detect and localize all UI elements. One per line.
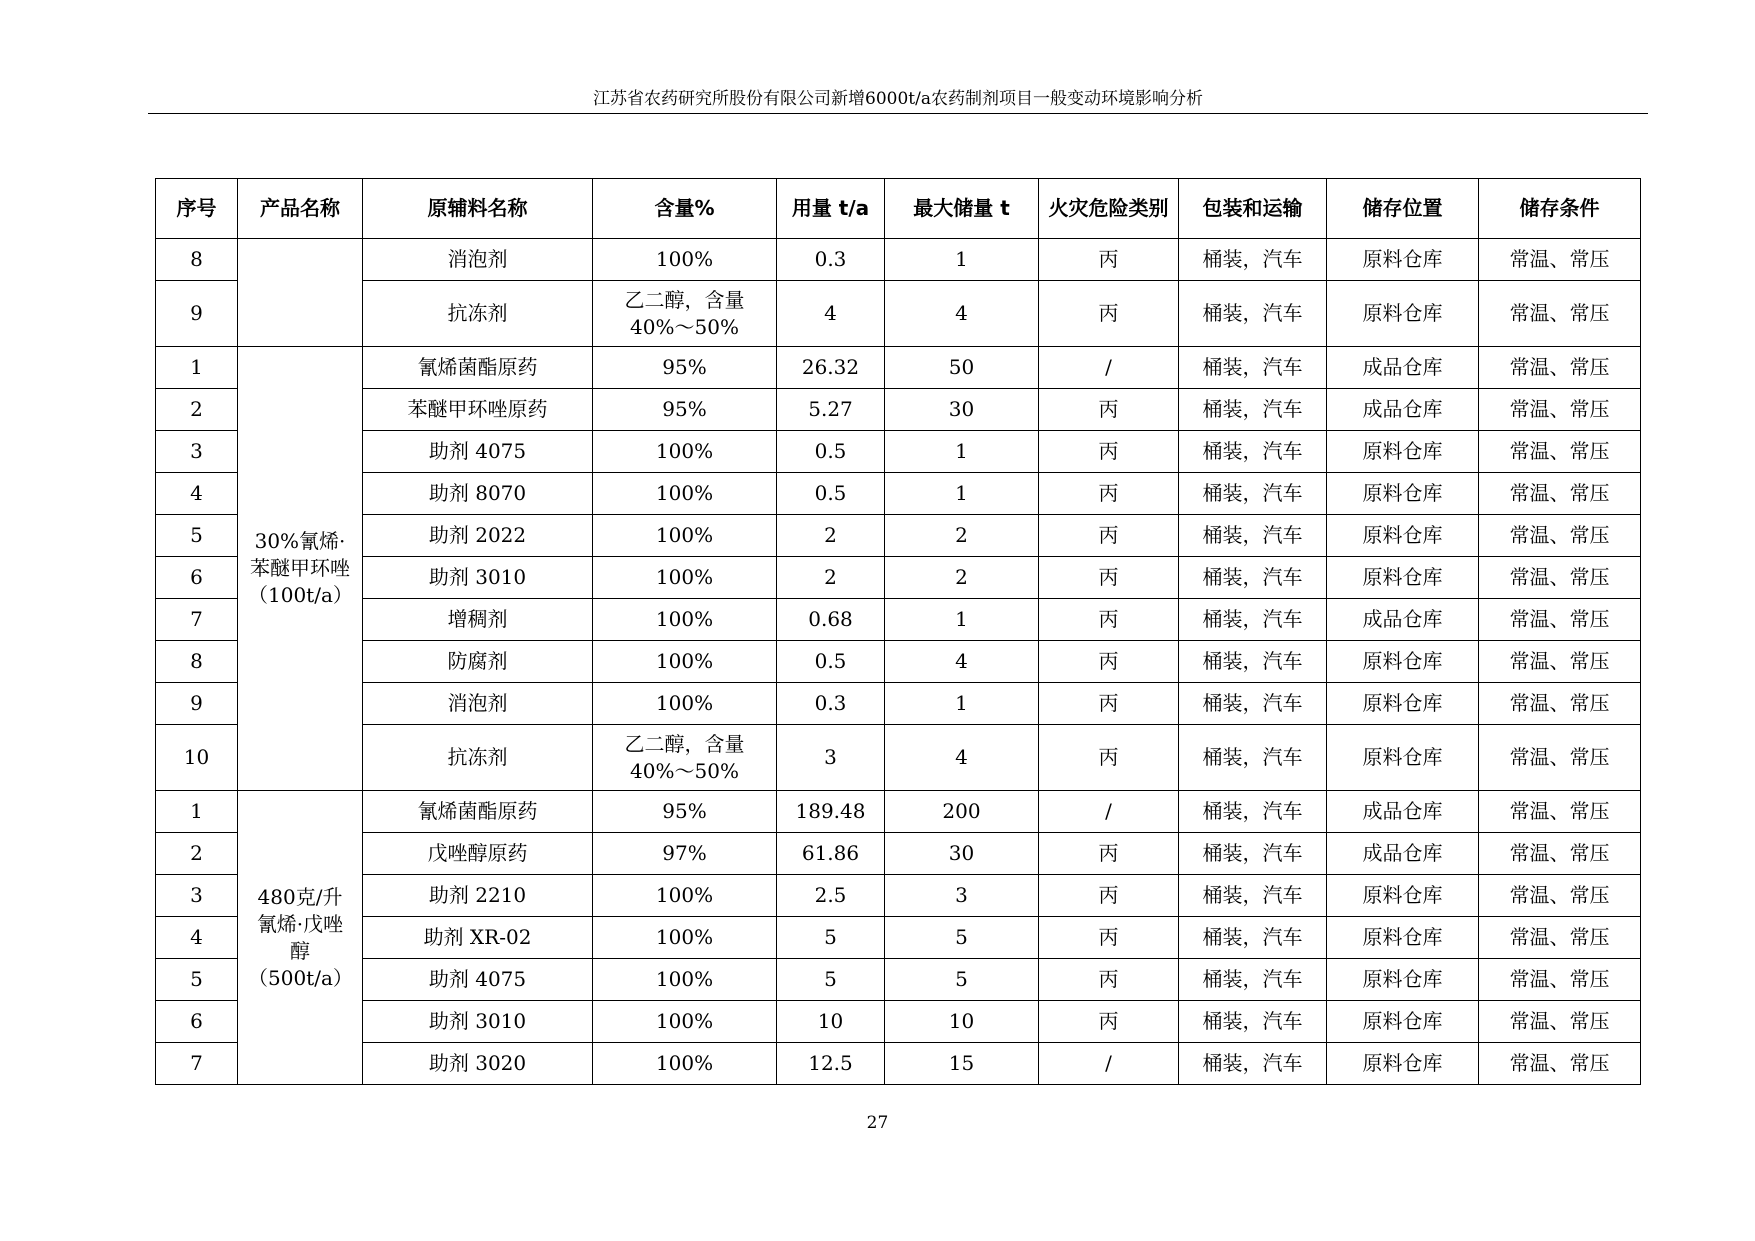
packaging-cell: 桶装，汽车 — [1179, 833, 1327, 875]
storage-condition-cell: 常温、常压 — [1479, 599, 1641, 641]
material-name-cell: 助剂 4075 — [363, 959, 593, 1001]
storage-location-cell: 原料仓库 — [1327, 641, 1479, 683]
max-storage-cell: 1 — [885, 599, 1039, 641]
content-percent-cell: 100% — [593, 875, 777, 917]
fire-class-cell: 丙 — [1039, 833, 1179, 875]
storage-condition-cell: 常温、常压 — [1479, 791, 1641, 833]
material-name-cell: 苯醚甲环唑原药 — [363, 389, 593, 431]
storage-condition-cell: 常温、常压 — [1479, 1043, 1641, 1085]
table-row — [156, 347, 1641, 389]
row-number-cell: 7 — [156, 599, 238, 641]
col-header-max-storage: 最大储量 t — [885, 179, 1039, 239]
storage-location-cell: 原料仓库 — [1327, 281, 1479, 347]
storage-location-cell: 原料仓库 — [1327, 431, 1479, 473]
table-header-row — [156, 179, 1641, 239]
max-storage-cell: 15 — [885, 1043, 1039, 1085]
storage-condition-cell: 常温、常压 — [1479, 473, 1641, 515]
storage-condition-cell: 常温、常压 — [1479, 431, 1641, 473]
usage-amount-cell: 26.32 — [777, 347, 885, 389]
usage-amount-cell: 5.27 — [777, 389, 885, 431]
material-name-cell: 氰烯菌酯原药 — [363, 347, 593, 389]
fire-class-cell: 丙 — [1039, 683, 1179, 725]
storage-condition-cell: 常温、常压 — [1479, 515, 1641, 557]
packaging-cell: 桶装，汽车 — [1179, 431, 1327, 473]
max-storage-cell: 5 — [885, 917, 1039, 959]
storage-condition-cell: 常温、常压 — [1479, 875, 1641, 917]
table-row — [156, 1043, 1641, 1085]
material-name-cell: 消泡剂 — [363, 239, 593, 281]
row-number-cell: 6 — [156, 1001, 238, 1043]
table-row — [156, 515, 1641, 557]
storage-location-cell: 原料仓库 — [1327, 239, 1479, 281]
row-number-cell: 3 — [156, 875, 238, 917]
content-percent-cell: 97% — [593, 833, 777, 875]
col-header-product: 产品名称 — [238, 179, 363, 239]
fire-class-cell: 丙 — [1039, 1001, 1179, 1043]
content-percent-cell: 乙二醇，含量40%～50% — [593, 281, 777, 347]
material-name-cell: 助剂 3010 — [363, 557, 593, 599]
storage-location-cell: 原料仓库 — [1327, 917, 1479, 959]
storage-condition-cell: 常温、常压 — [1479, 641, 1641, 683]
usage-amount-cell: 12.5 — [777, 1043, 885, 1085]
material-name-cell: 助剂 2210 — [363, 875, 593, 917]
row-number-cell: 7 — [156, 1043, 238, 1085]
packaging-cell: 桶装，汽车 — [1179, 389, 1327, 431]
table-row — [156, 791, 1641, 833]
packaging-cell: 桶装，汽车 — [1179, 641, 1327, 683]
storage-location-cell: 原料仓库 — [1327, 875, 1479, 917]
row-number-cell: 2 — [156, 833, 238, 875]
max-storage-cell: 1 — [885, 239, 1039, 281]
fire-class-cell: 丙 — [1039, 239, 1179, 281]
fire-class-cell: 丙 — [1039, 473, 1179, 515]
content-percent-cell: 95% — [593, 347, 777, 389]
table-body — [156, 239, 1641, 1085]
usage-amount-cell: 0.3 — [777, 683, 885, 725]
packaging-cell: 桶装，汽车 — [1179, 239, 1327, 281]
col-header-no: 序号 — [156, 179, 238, 239]
max-storage-cell: 50 — [885, 347, 1039, 389]
content-percent-cell: 100% — [593, 557, 777, 599]
usage-amount-cell: 0.3 — [777, 239, 885, 281]
table-row — [156, 389, 1641, 431]
table-row — [156, 281, 1641, 347]
fire-class-cell: 丙 — [1039, 959, 1179, 1001]
row-number-cell: 5 — [156, 515, 238, 557]
max-storage-cell: 200 — [885, 791, 1039, 833]
content-percent-cell: 100% — [593, 1043, 777, 1085]
max-storage-cell: 30 — [885, 389, 1039, 431]
table-row — [156, 917, 1641, 959]
fire-class-cell: 丙 — [1039, 641, 1179, 683]
storage-condition-cell: 常温、常压 — [1479, 917, 1641, 959]
material-name-cell: 增稠剂 — [363, 599, 593, 641]
fire-class-cell: 丙 — [1039, 281, 1179, 347]
table-row — [156, 473, 1641, 515]
table-row — [156, 641, 1641, 683]
fire-class-cell: 丙 — [1039, 725, 1179, 791]
storage-condition-cell: 常温、常压 — [1479, 239, 1641, 281]
row-number-cell: 8 — [156, 239, 238, 281]
table-row — [156, 1001, 1641, 1043]
product-name-cell: 480克/升氰烯·戊唑醇（500t/a） — [238, 791, 363, 1085]
packaging-cell: 桶装，汽车 — [1179, 515, 1327, 557]
max-storage-cell: 4 — [885, 641, 1039, 683]
max-storage-cell: 1 — [885, 683, 1039, 725]
storage-location-cell: 原料仓库 — [1327, 557, 1479, 599]
row-number-cell: 1 — [156, 791, 238, 833]
storage-condition-cell: 常温、常压 — [1479, 281, 1641, 347]
storage-location-cell: 成品仓库 — [1327, 389, 1479, 431]
storage-location-cell: 原料仓库 — [1327, 683, 1479, 725]
table-row — [156, 875, 1641, 917]
material-name-cell: 助剂 2022 — [363, 515, 593, 557]
storage-condition-cell: 常温、常压 — [1479, 683, 1641, 725]
row-number-cell: 2 — [156, 389, 238, 431]
table-row — [156, 557, 1641, 599]
material-name-cell: 防腐剂 — [363, 641, 593, 683]
fire-class-cell: 丙 — [1039, 389, 1179, 431]
content-percent-cell: 100% — [593, 515, 777, 557]
storage-location-cell: 成品仓库 — [1327, 599, 1479, 641]
col-header-usage: 用量 t/a — [777, 179, 885, 239]
max-storage-cell: 5 — [885, 959, 1039, 1001]
max-storage-cell: 4 — [885, 725, 1039, 791]
product-name-cell: 30%氰烯·苯醚甲环唑（100t/a） — [238, 347, 363, 791]
storage-condition-cell: 常温、常压 — [1479, 959, 1641, 1001]
col-header-material: 原辅料名称 — [363, 179, 593, 239]
packaging-cell: 桶装，汽车 — [1179, 1043, 1327, 1085]
storage-condition-cell: 常温、常压 — [1479, 833, 1641, 875]
packaging-cell: 桶装，汽车 — [1179, 557, 1327, 599]
max-storage-cell: 2 — [885, 557, 1039, 599]
packaging-cell: 桶装，汽车 — [1179, 473, 1327, 515]
material-name-cell: 助剂 XR-02 — [363, 917, 593, 959]
max-storage-cell: 10 — [885, 1001, 1039, 1043]
row-number-cell: 4 — [156, 473, 238, 515]
usage-amount-cell: 3 — [777, 725, 885, 791]
usage-amount-cell: 0.5 — [777, 473, 885, 515]
row-number-cell: 4 — [156, 917, 238, 959]
packaging-cell: 桶装，汽车 — [1179, 683, 1327, 725]
storage-condition-cell: 常温、常压 — [1479, 389, 1641, 431]
usage-amount-cell: 0.5 — [777, 641, 885, 683]
content-percent-cell: 100% — [593, 599, 777, 641]
row-number-cell: 1 — [156, 347, 238, 389]
row-number-cell: 9 — [156, 683, 238, 725]
fire-class-cell: 丙 — [1039, 515, 1179, 557]
content-percent-cell: 100% — [593, 239, 777, 281]
material-name-cell: 助剂 3010 — [363, 1001, 593, 1043]
fire-class-cell: 丙 — [1039, 557, 1179, 599]
storage-location-cell: 成品仓库 — [1327, 347, 1479, 389]
content-percent-cell: 95% — [593, 791, 777, 833]
fire-class-cell: 丙 — [1039, 431, 1179, 473]
col-header-content: 含量% — [593, 179, 777, 239]
usage-amount-cell: 2 — [777, 557, 885, 599]
storage-condition-cell: 常温、常压 — [1479, 347, 1641, 389]
packaging-cell: 桶装，汽车 — [1179, 959, 1327, 1001]
usage-amount-cell: 2.5 — [777, 875, 885, 917]
usage-amount-cell: 61.86 — [777, 833, 885, 875]
max-storage-cell: 1 — [885, 473, 1039, 515]
material-name-cell: 消泡剂 — [363, 683, 593, 725]
row-number-cell: 5 — [156, 959, 238, 1001]
material-name-cell: 氰烯菌酯原药 — [363, 791, 593, 833]
material-name-cell: 助剂 3020 — [363, 1043, 593, 1085]
document-header: 江苏省农药研究所股份有限公司新增6000t/a农药制剂项目一般变动环境影响分析 — [593, 89, 1203, 109]
max-storage-cell: 4 — [885, 281, 1039, 347]
usage-amount-cell: 0.5 — [777, 431, 885, 473]
content-percent-cell: 100% — [593, 1001, 777, 1043]
usage-amount-cell: 0.68 — [777, 599, 885, 641]
packaging-cell: 桶装，汽车 — [1179, 875, 1327, 917]
fire-class-cell: / — [1039, 791, 1179, 833]
table-row — [156, 833, 1641, 875]
fire-class-cell: / — [1039, 1043, 1179, 1085]
col-header-condition: 储存条件 — [1479, 179, 1641, 239]
product-name-cell — [238, 239, 363, 347]
row-number-cell: 3 — [156, 431, 238, 473]
content-percent-cell: 95% — [593, 389, 777, 431]
row-number-cell: 9 — [156, 281, 238, 347]
fire-class-cell: 丙 — [1039, 917, 1179, 959]
storage-location-cell: 原料仓库 — [1327, 1043, 1479, 1085]
header-rule — [148, 113, 1648, 114]
packaging-cell: 桶装，汽车 — [1179, 917, 1327, 959]
fire-class-cell: 丙 — [1039, 599, 1179, 641]
storage-location-cell: 原料仓库 — [1327, 1001, 1479, 1043]
table-row — [156, 959, 1641, 1001]
table-row — [156, 431, 1641, 473]
packaging-cell: 桶装，汽车 — [1179, 599, 1327, 641]
usage-amount-cell: 5 — [777, 959, 885, 1001]
col-header-location: 储存位置 — [1327, 179, 1479, 239]
content-percent-cell: 100% — [593, 473, 777, 515]
storage-condition-cell: 常温、常压 — [1479, 1001, 1641, 1043]
content-percent-cell: 100% — [593, 641, 777, 683]
fire-class-cell: / — [1039, 347, 1179, 389]
row-number-cell: 8 — [156, 641, 238, 683]
storage-location-cell: 成品仓库 — [1327, 791, 1479, 833]
row-number-cell: 6 — [156, 557, 238, 599]
packaging-cell: 桶装，汽车 — [1179, 725, 1327, 791]
material-name-cell: 助剂 8070 — [363, 473, 593, 515]
col-header-fire-class: 火灾危险类别 — [1039, 179, 1179, 239]
packaging-cell: 桶装，汽车 — [1179, 791, 1327, 833]
packaging-cell: 桶装，汽车 — [1179, 347, 1327, 389]
material-name-cell: 助剂 4075 — [363, 431, 593, 473]
table-row — [156, 725, 1641, 791]
table-row — [156, 239, 1641, 281]
row-number-cell: 10 — [156, 725, 238, 791]
storage-condition-cell: 常温、常压 — [1479, 725, 1641, 791]
max-storage-cell: 3 — [885, 875, 1039, 917]
materials-table — [155, 178, 1641, 1085]
usage-amount-cell: 189.48 — [777, 791, 885, 833]
page-number: 27 — [866, 1113, 889, 1133]
fire-class-cell: 丙 — [1039, 875, 1179, 917]
content-percent-cell: 100% — [593, 683, 777, 725]
storage-location-cell: 原料仓库 — [1327, 473, 1479, 515]
col-header-packaging: 包装和运输 — [1179, 179, 1327, 239]
max-storage-cell: 30 — [885, 833, 1039, 875]
content-percent-cell: 乙二醇，含量40%～50% — [593, 725, 777, 791]
storage-location-cell: 原料仓库 — [1327, 959, 1479, 1001]
storage-condition-cell: 常温、常压 — [1479, 557, 1641, 599]
packaging-cell: 桶装，汽车 — [1179, 281, 1327, 347]
usage-amount-cell: 5 — [777, 917, 885, 959]
max-storage-cell: 1 — [885, 431, 1039, 473]
material-name-cell: 抗冻剂 — [363, 725, 593, 791]
table-row — [156, 599, 1641, 641]
content-percent-cell: 100% — [593, 431, 777, 473]
packaging-cell: 桶装，汽车 — [1179, 1001, 1327, 1043]
storage-location-cell: 原料仓库 — [1327, 515, 1479, 557]
storage-location-cell: 原料仓库 — [1327, 725, 1479, 791]
content-percent-cell: 100% — [593, 917, 777, 959]
usage-amount-cell: 4 — [777, 281, 885, 347]
material-name-cell: 戊唑醇原药 — [363, 833, 593, 875]
storage-location-cell: 成品仓库 — [1327, 833, 1479, 875]
material-name-cell: 抗冻剂 — [363, 281, 593, 347]
content-percent-cell: 100% — [593, 959, 777, 1001]
usage-amount-cell: 2 — [777, 515, 885, 557]
max-storage-cell: 2 — [885, 515, 1039, 557]
table-row — [156, 683, 1641, 725]
usage-amount-cell: 10 — [777, 1001, 885, 1043]
